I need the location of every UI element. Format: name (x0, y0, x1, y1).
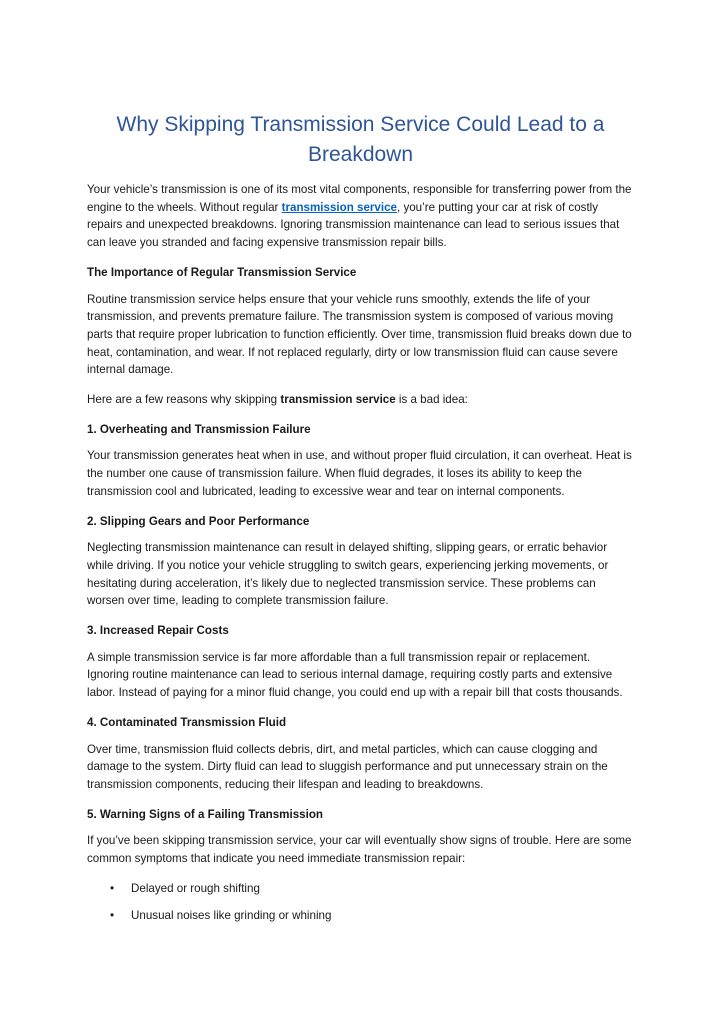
section-4-body: Over time, transmission fluid collects debris, dirt, and metal particles, which can cause clogging and damage to the system. Dirty fluid can lead to sluggish performance and put unnecessary strain on the transmission components, reducing their lifespan and leading to breakdowns. (87, 742, 608, 791)
list-item (87, 880, 634, 898)
transmission-service-link[interactable]: transmission service (281, 200, 397, 214)
list-item-text: Unusual noises like grinding or whining (131, 908, 332, 922)
section-2-body: Neglecting transmission maintenance can result in delayed shifting, slipping gears, or erratic behavior while driving. If you notice your vehicle struggling to switch gears, experiencing jerking movements, or hesitating during acceleration, it’s likely due to neglected transmission service. These problems can worsen over time, leading to complete transmission failure. (87, 541, 609, 608)
section-2-heading: 2. Slipping Gears and Poor Performance (87, 514, 310, 528)
intro-text-before-link: Your vehicle’s transmission is one of its most vital components, responsible for transferring power from the engine to the wheels. Without regular (87, 183, 632, 214)
reasons-intro-bold: transmission service (280, 393, 396, 407)
importance-heading: The Importance of Regular Transmission Service (87, 265, 357, 279)
document-title: Why Skipping Transmission Service Could Lead to a Breakdown (116, 113, 605, 166)
section-4-heading: 4. Contaminated Transmission Fluid (87, 715, 287, 729)
section-3-body: A simple transmission service is far more affordable than a full transmission repair or replacement. Ignoring routine maintenance can lead to serious internal damage, requiring costly parts and extensive labor. Instead of paying for a minor fluid change, you could end up with a repair bill that costs thousands. (87, 650, 623, 700)
list-item-text: Delayed or rough shifting (131, 881, 260, 895)
bullet-icon: • (110, 908, 115, 922)
bullet-icon: • (110, 881, 115, 895)
importance-paragraph: Routine transmission service helps ensure that your vehicle runs smoothly, extends the life of your transmission, and prevents premature failure. The transmission system is composed of various moving parts that require proper lubrication to function efficiently. Over time, transmission fluid breaks down due to heat, contamination, and wear. If not replaced regularly, dirty or low transmission fluid can cause severe internal damage. (87, 292, 632, 377)
symptom-list (87, 880, 634, 924)
section-3-heading: 3. Increased Repair Costs (87, 624, 229, 638)
reasons-intro-before: Here are a few reasons why skipping (87, 393, 281, 407)
section-5-heading: 5. Warning Signs of a Failing Transmission (87, 807, 323, 821)
list-item (87, 907, 634, 925)
intro-text-after-link: , you’re putting your car at risk of costly repairs and unexpected breakdowns. Ignoring transmission maintenance can lead to serious issues that can leave you stranded and facing expensive transmission repair bills. (87, 200, 620, 250)
intro-paragraph (87, 181, 634, 252)
reasons-intro-after: is a bad idea: (395, 393, 468, 407)
section-1-heading: 1. Overheating and Transmission Failure (87, 422, 311, 436)
section-5-body: If you’ve been skipping transmission service, your car will eventually show signs of trouble. Here are some common symptoms that indicate you need immediate transmission repair: (87, 834, 632, 866)
section-1-body: Your transmission generates heat when in use, and without proper fluid circulation, it can overheat. Heat is the number one cause of transmission failure. When fluid degrades, it loses its ability to keep the transmission cool and lubricated, leading to excessive wear and tear on internal components. (87, 449, 632, 498)
reasons-intro-paragraph (87, 391, 634, 409)
